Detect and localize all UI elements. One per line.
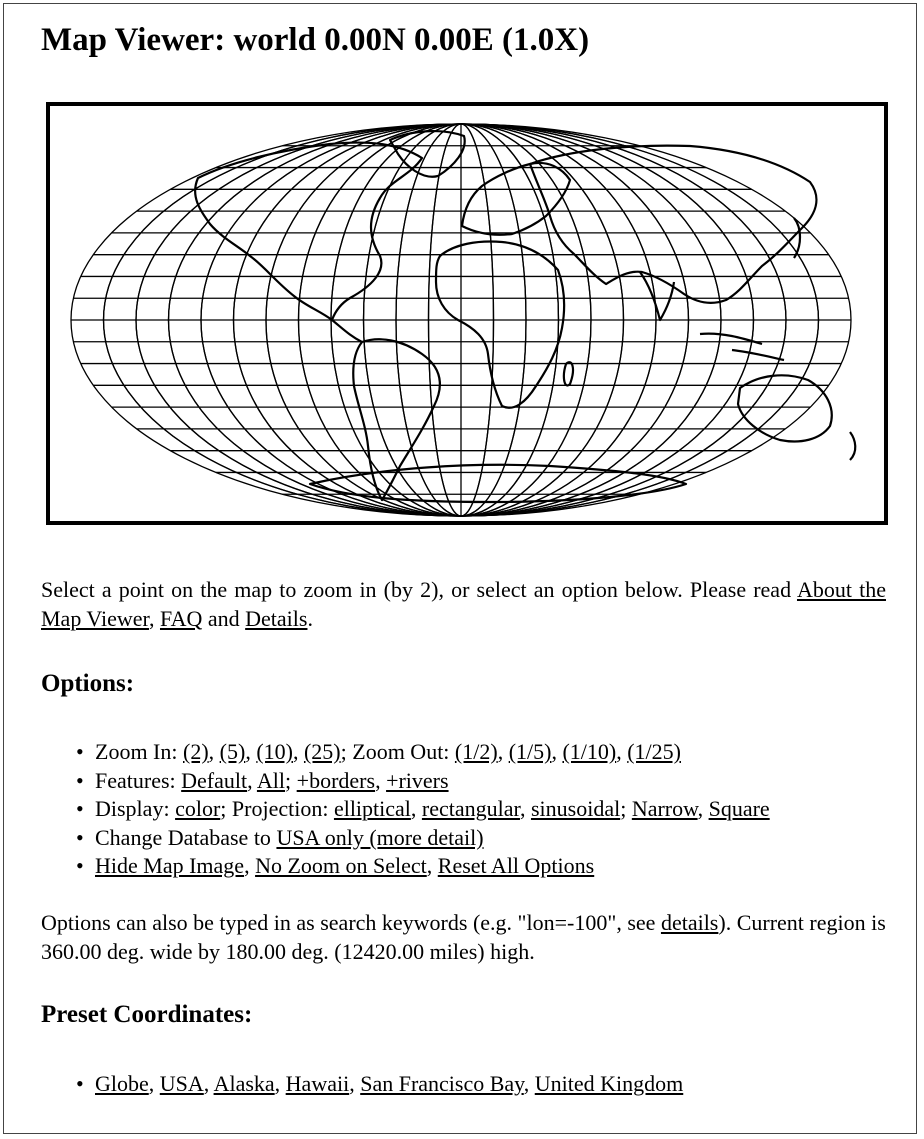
intro-paragraph: Select a point on the map to zoom in (by 2), or select an option below. Please read About the Map Viewer, FAQ and Details. — [41, 577, 886, 631]
madagascar-outline — [564, 362, 573, 385]
intro-text: Select a point on the map to zoom in (by 2), or select an option below. Please read — [41, 577, 792, 602]
indonesia-outline — [700, 334, 784, 360]
preset-coordinates-list — [41, 1070, 683, 1099]
reset-all-options-link[interactable]: Reset All Options — [437, 853, 595, 879]
preset-globe-link[interactable]: Globe — [95, 1071, 149, 1096]
info-details-link[interactable]: details — [660, 910, 719, 935]
intro-and-text: and — [207, 606, 240, 631]
info-paragraph — [41, 908, 886, 966]
zoom-in-label: Zoom In: — [95, 739, 178, 764]
size-narrow-link[interactable]: Narrow — [631, 796, 698, 822]
details-link[interactable]: Details — [245, 606, 308, 631]
preset-usa-link[interactable]: USA — [159, 1071, 204, 1096]
preset-links-item: • Globe, USA, Alaska, Hawaii, San Francisco Bay, United Kingdom — [41, 1070, 683, 1099]
features-label: Features: — [95, 767, 176, 793]
zoom-in-25-link[interactable]: (25) — [303, 739, 341, 764]
projection-sinusoidal-link[interactable]: sinusoidal — [530, 796, 621, 822]
about-map-viewer-link[interactable]: About the Map Viewer — [41, 577, 886, 631]
misc-options-item: • Hide Map Image, No Zoom on Select, Reset All Options — [41, 852, 770, 881]
preset-alaska-link[interactable]: Alaska — [213, 1071, 275, 1096]
info-text-after: ). Current region is 360.00 deg. wide by 180.00 deg. (12420.00 miles) high. — [41, 910, 886, 964]
africa-outline — [436, 242, 564, 408]
page-title: Map Viewer: world 0.00N 0.00E (1.0X) — [41, 22, 590, 58]
features-all-link[interactable]: All — [256, 767, 286, 793]
japan-outline — [794, 218, 800, 258]
size-square-link[interactable]: Square — [708, 796, 770, 822]
projection-elliptical-link[interactable]: elliptical — [333, 796, 411, 822]
zoom-out-25-link[interactable]: (1/25) — [627, 739, 681, 764]
india-outline — [640, 272, 674, 320]
features-borders-link[interactable]: +borders — [296, 767, 376, 793]
new-zealand-outline — [850, 432, 855, 460]
features-options-item: • Features: Default, All; +borders, +rivers — [41, 767, 770, 796]
features-rivers-link[interactable]: +rivers — [386, 767, 449, 793]
database-options-item — [41, 824, 770, 853]
no-zoom-on-select-link[interactable]: No Zoom on Select — [255, 853, 427, 879]
hide-map-image-link[interactable]: Hide Map Image — [95, 853, 245, 879]
zoom-options-item: • Zoom In: (2), (5), (10), (25); Zoom Out: (1/2), (1/5), (1/10), (1/25) — [41, 738, 770, 767]
faq-link[interactable]: FAQ — [159, 606, 203, 631]
display-label: Display: — [95, 796, 170, 822]
options-heading: Options: — [41, 670, 135, 697]
zoom-in-5-link[interactable]: (5) — [219, 739, 246, 764]
zoom-out-5-link[interactable]: (1/5) — [508, 739, 552, 764]
features-default-link[interactable]: Default — [181, 767, 248, 793]
world-map-graphic[interactable] — [50, 106, 884, 521]
zoom-in-10-link[interactable]: (10) — [256, 739, 293, 764]
zoom-out-10-link[interactable]: (1/10) — [562, 739, 617, 764]
preset-united-kingdom-link[interactable]: United Kingdom — [534, 1071, 684, 1096]
zoom-in-2-link[interactable]: (2) — [183, 739, 209, 764]
database-label: Change Database to — [95, 824, 271, 850]
options-list — [41, 738, 770, 881]
preset-san-francisco-bay-link[interactable]: San Francisco Bay — [360, 1071, 524, 1096]
central-america-outline — [332, 320, 362, 342]
projection-rectangular-link[interactable]: rectangular — [421, 796, 520, 822]
display-options-item: • Display: color; Projection: elliptical, rectangular, sinusoidal; Narrow, Square — [41, 795, 770, 824]
usa-database-link[interactable]: USA only (more detail) — [276, 824, 484, 850]
projection-label: Projection: — [231, 796, 329, 822]
preset-coordinates-heading: Preset Coordinates: — [41, 1001, 253, 1028]
preset-hawaii-link[interactable]: Hawaii — [285, 1071, 350, 1096]
zoom-out-label: Zoom Out: — [352, 739, 450, 764]
display-color-link[interactable]: color — [175, 796, 221, 822]
zoom-out-2-link[interactable]: (1/2) — [454, 739, 498, 764]
map-image[interactable] — [46, 102, 888, 525]
info-text-before: Options can also be typed in as search keywords (e.g. "lon=-100", see — [41, 910, 656, 935]
